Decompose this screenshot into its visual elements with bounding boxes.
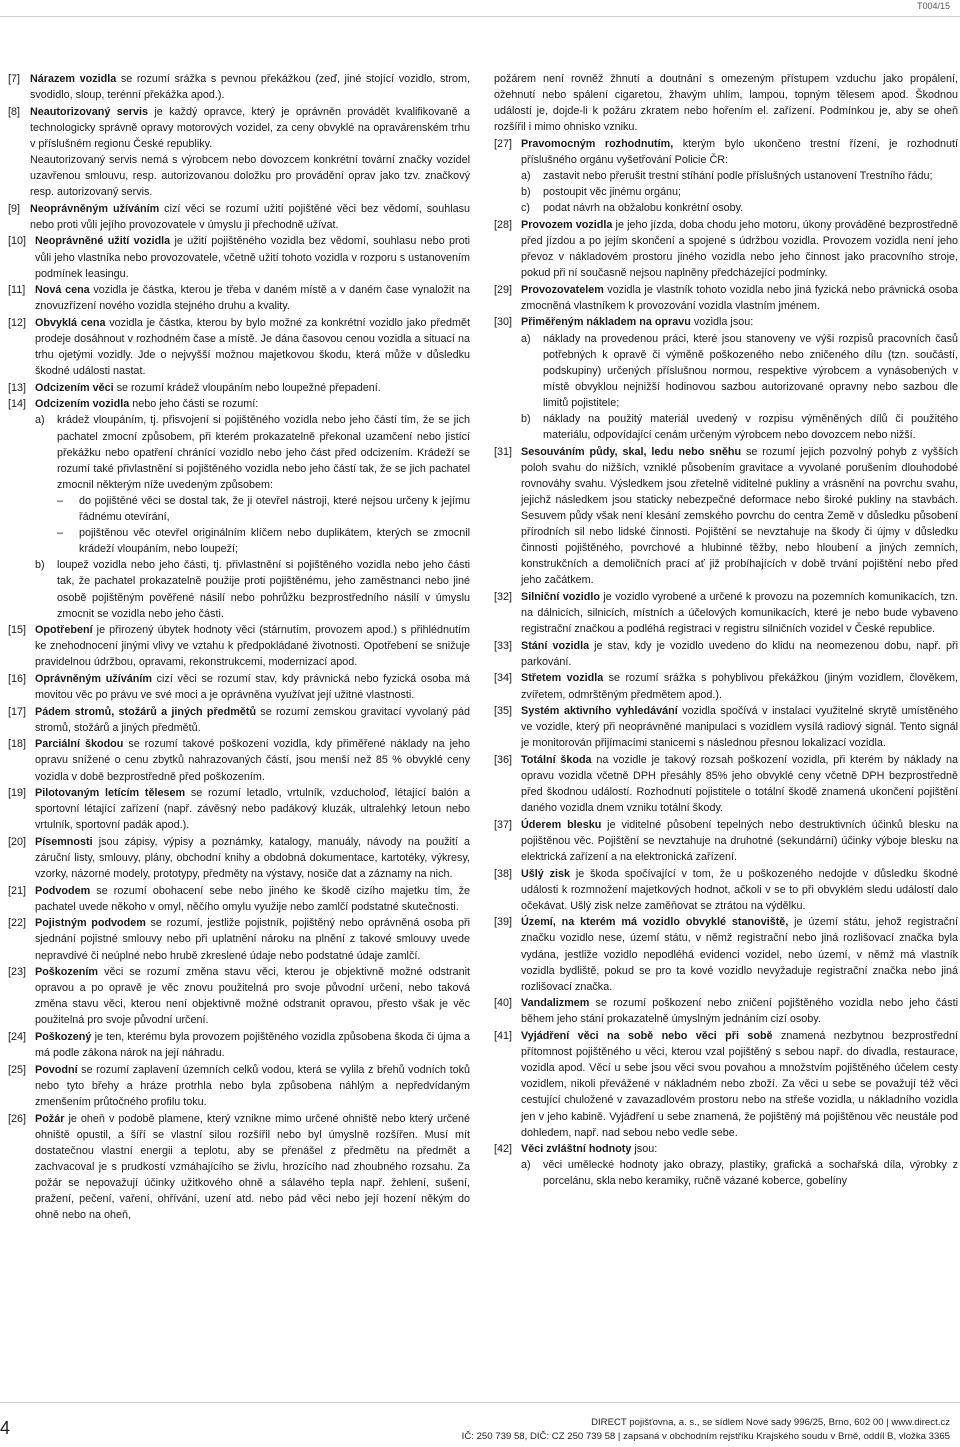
definition-item <box>8 104 470 201</box>
definition-text: je přirozený úbytek hodnoty věci (stárnutím, provozem apod.) s přihlédnutím ke znehodnocení jinými vlivy ve vztahu k předpokládané životnosti. Opotřebení se snižuje pravidelnou údržbou, opravami, rekonstrukcemi, modernizací apod. <box>35 624 470 669</box>
definition-number: [11] <box>8 284 26 297</box>
definition-subitem <box>521 331 958 411</box>
definition-term: Opotřebení <box>35 624 93 637</box>
subitem-marker: b) <box>35 559 45 572</box>
definition-term: Odcizením věci <box>35 381 114 394</box>
definition-number: [38] <box>494 867 513 880</box>
definition-item <box>494 589 958 637</box>
definition-text: se rozumí krádež vloupáním nebo loupežné přepadení. <box>113 381 381 394</box>
definition-number: [41] <box>494 1030 513 1043</box>
definition-item <box>494 314 958 443</box>
definition-item <box>494 752 958 816</box>
definition-term: Neoprávněné užití vozidla <box>35 235 171 248</box>
subitem-text: loupež vozidla nebo jeho části, tj. přivlastnění si pojištěného vozidla nebo jeho části tak, že pachatel prokazatelně použije proti pojištěnému, jeho zaměstnanci nebo jiné osobě pojištěným pověřené násilí nebo pohrůžku bezprostředního násilí v úmyslu zmocnit se vozidla nebo jeho části. <box>57 559 470 620</box>
definition-number: [7] <box>8 73 21 85</box>
definition-text: cizí věci se rozumí stav, kdy právnická nebo fyzická osoba má movitou věc po právu ve své moci a je oprávněna využívat její užitné vlastnosti. <box>35 672 471 702</box>
document-code: T004/15 <box>916 1 950 11</box>
definition-item <box>494 817 958 865</box>
definition-text: je každý opravce, který je oprávněn provádět kvalifikovaně a technologicky správně opravy motorových vozidel, za ceny obvyklé na opravárenském trhu v příslušném regionu České republiky. <box>30 105 470 150</box>
definition-item <box>8 883 470 915</box>
definition-item <box>8 1111 470 1224</box>
definition-subitem <box>521 168 958 184</box>
definition-term: Vyjádření věci na sobě nebo věci při sobě <box>521 1030 773 1043</box>
definition-item <box>494 1141 958 1189</box>
definition-item <box>494 71 958 135</box>
definition-number: [30] <box>494 316 513 329</box>
definition-term: Věci zvláštní hodnoty <box>521 1143 632 1156</box>
definition-term: Parciální škodou <box>35 738 124 751</box>
definition-term: Úderem blesku <box>521 818 602 831</box>
definition-number: [31] <box>494 445 513 458</box>
definition-item <box>494 282 958 314</box>
definition-number: [9] <box>8 202 21 215</box>
definition-text: vozidla je částka, kterou je třeba v daném místě a v daném čase vynaložit na znovuzřízení nového vozidla stejného druhu a kvality. <box>35 284 471 313</box>
definition-term: Pádem stromů, stožárů a jiných předmětů <box>35 705 257 718</box>
subitem-marker: a) <box>521 1159 531 1172</box>
definition-number: [28] <box>494 218 513 231</box>
definition-text: jsou zápisy, výpisy a poznámky, katalogy, manuály, návody na použití a záruční listy, smlouvy, plány, obchodní knihy a obdobná dokumentace, kartotéky, výkresy, vzorky, názorné modely, prototypy, předměty na výstavy, nosiče dat a záznamy na nich. <box>35 835 470 881</box>
definition-item <box>494 444 958 589</box>
definition-number: [14] <box>8 398 27 411</box>
definition-number: [33] <box>494 639 513 652</box>
definition-number: [16] <box>8 672 27 685</box>
header-divider <box>0 16 960 17</box>
definition-subsubitem <box>57 525 470 557</box>
definition-subsubitem <box>57 493 470 525</box>
definition-item <box>494 638 958 670</box>
definition-term: Písemnosti <box>35 835 93 848</box>
definition-term: Provozem vozidla <box>521 218 613 231</box>
footer-divider <box>0 1402 960 1403</box>
definition-subitem <box>521 200 958 216</box>
definition-term: Poškozený <box>35 1031 92 1044</box>
definition-text: je území státu, jehož registrační značku vozidlo nese, území státu, v němž registrační nebo jiná rozlišovací značka byla vydána, jestliže vozidlo nepodléhá evidenci vozidel, nebo území, v němž má vlastník vozidla bydliště, pokud se pro ta kové vozidlo nevyžaduje registrační značka nebo jiná rozlišovací značka. <box>521 916 958 993</box>
page-number: 4 <box>0 1418 11 1438</box>
definition-item <box>494 914 958 994</box>
definition-text: se rozumí zemskou gravitací vyvolaný pád stromů, stožárů a jiných předmětů. <box>35 705 470 734</box>
definition-number: [8] <box>8 105 21 118</box>
definition-term: Podvodem <box>35 884 91 897</box>
definition-text: je stav, kdy je vozidlo uvedeno do klidu na neomezenou dobu, např. při parkování. <box>521 639 958 668</box>
subitem-text: náklady na použitý materiál uvedený v rozpisu výměněných dílů či použitého materiálu, odpovídající cenám určeným výrobcem nebo dovozcem nebo nižší. <box>543 412 958 442</box>
definition-item <box>8 671 470 703</box>
definition-text: je vozidlo vyrobené a určené k provozu na pozemních komunikacích, tzn. na dálnicích, silnicích, místních a účelových komunikacích, které je nebo bude vybaveno registrační značkou a podléhá registraci v registru silničních vozidel v České republice. <box>521 591 958 636</box>
definition-text: se rozumí obohacení sebe nebo jiného ke škodě cizího majetku tím, že pachatel uvede někoho v omyl, něčího omylu využije nebo zamlčí podstatné skutečnosti. <box>35 884 470 913</box>
subitem-marker: c) <box>521 202 530 215</box>
definition-term: Stání vozidla <box>521 639 590 652</box>
definition-item <box>8 704 470 736</box>
definition-term: Střetem vozidla <box>521 672 604 685</box>
definition-text: je ten, kterému byla provozem pojištěného vozidla způsobena škoda či újma a má podle zákona nárok na její náhradu. <box>35 1031 470 1060</box>
right-column <box>494 71 958 1190</box>
definition-text: se rozumí takové poškození vozidla, kdy přiměřené náklady na jeho opravu snížené o cenu zbytků nahrazovaných částí, jsou menší než 85 % obvyklé ceny vozidla v době bezprostředně před poškozením. <box>35 738 470 783</box>
definition-item <box>494 866 958 914</box>
definition-term: Sesouváním půdy, skal, ledu nebo sněhu <box>521 445 742 458</box>
definition-item <box>8 964 470 1028</box>
footer-registration: IČ: 250 739 58, DIČ: CZ 250 739 58 | zapsaná v obchodním rejstříku Krajského soudu v Brně, oddíl B, vložka 3365 <box>461 1431 950 1442</box>
definition-text: vozidla jsou: <box>690 316 754 329</box>
definition-text: se rozumí jejich pozvolný pohyb z vyšších poloh svahu do nižších, vzniklé působením gravitace a vyvolané porušením dlouhodobé rovnováhy svahu. Výsledkem jsou zřetelně viditelné pukliny a vrásnění na povrchu svahu, jejichž následkem jsou staticky nebezpečné deformace nebo široké pukliny na stavbách. Sesuvem půdy však není klesání zemského povrchu do centra Země v důsledku působení přírodních sil nebo lidské činnosti. Pojištění se nevztahuje na škody či újmy v důsledku činnosti pojištěného, povrchové a hlubinné těžby, nebo hloubení a jiných zemních, konstrukčních a demoličních prací ať již probíhajících v době trvání pojištění nebo před jeho začátkem. <box>521 445 958 587</box>
definition-term: Přiměřeným nákladem na opravu <box>521 316 691 329</box>
footer-company-address: DIRECT pojišťovna, a. s., se sídlem Nové sady 996/25, Brno, 602 00 | www.direct.cz <box>591 1417 950 1428</box>
definition-text: je oheň v podobě plamene, který vznikne mimo určené ohniště nebo který určené ohniště opustil, a šíří se vlastní silou rozšířil nebo byl úmyslně rozšířen. Musí mít dostatečnou vlastní energii a teplotu, aby se přenášel z předmětu na předmět a zachvacoval je s prudkostí vzmáhajícího se živlu, hrozícího nad zhoubného rozsahu. Za požár se nepovažují účinky užitkového ohně a sálavého tepla např. žehlení, sušení, pražení, pečení, vaření, ohřívání, uzení atd. nebo pád věci nebo její hození někým do ohně nebo na oheň, <box>35 1112 470 1222</box>
definition-text: se rozumí letadlo, vrtulník, vzducholoď, létající balón a sportovní létající zařízení (např. závěsný nebo padákový kluzák, ultralehký letoun nebo vrtulník, sportovní padák apod.). <box>35 787 470 832</box>
definition-text: vozidla je vlastník tohoto vozidla nebo jiná fyzická nebo právnická osoba zmocněná vlastníkem k provozování vozidla vlastním jménem. <box>521 283 958 312</box>
definition-number: [26] <box>8 1112 27 1125</box>
subitem-marker: b) <box>521 186 531 199</box>
definition-item <box>8 622 470 670</box>
definition-number: [29] <box>494 283 513 296</box>
subitem-marker: a) <box>521 170 531 183</box>
subitem-marker: b) <box>521 412 531 425</box>
definition-number: [24] <box>8 1031 27 1044</box>
definition-item <box>8 396 470 621</box>
subitem-text: podat návrh na obžalobu konkrétní osoby. <box>543 202 744 215</box>
definition-text: vozidla spočívá v instalaci využitelné skrytě umístěného ve vozidle, který při neoprávněné manipulaci s vozidlem vysílá radiový signál. Tento signál je monitorován přijímacími stanicemi s následnou přesnou lokalizací vozidla. <box>521 705 958 750</box>
subitem-text: náklady na provedenou práci, které jsou stanoveny ve výši rozpisů pracovních časů potřebných k opravě či výměně poškozeného nebo zničeného dílu (tzn. součástí, podskupiny) určených příslušnou normou, respektive výrobcem a vynásobených v místě obvyklou nejnižší hodinovou sazbou autorizované opravny nebo sazbou dle limitů pojistitele; <box>543 332 958 409</box>
definition-number: [19] <box>8 787 27 800</box>
definition-term: Silniční vozidlo <box>521 591 600 603</box>
definition-term: Obvyklá cena <box>35 316 106 329</box>
definition-number: [21] <box>8 884 27 897</box>
definition-number: [42] <box>494 1143 513 1156</box>
definition-item <box>494 703 958 751</box>
definition-term: Odcizením vozidla <box>35 398 130 411</box>
subitem-marker: a) <box>35 414 45 427</box>
definition-term: Pravomocným rozhodnutím, <box>521 137 674 150</box>
definition-term: Požár <box>35 1112 65 1125</box>
subsubitem-text: do pojištěné věci se dostal tak, že ji otevřel nástroji, které nejsou určeny k jejímu řádnému otevírání, <box>79 494 470 524</box>
definition-text: jsou: <box>631 1143 658 1156</box>
definition-text: požárem není rovněž žhnutí a doutnání s omezeným přístupem vzduchu jako propálení, ožehnutí nebo spálení cigaretou, žhavým uhlím, lampou, topným tělesem apod. Škodnou událostí je, dojde-li k požáru zkratem nebo hořením el. zařízení. Podmínkou je, aby se oheň rozšířil i mimo ohnisko vzniku. <box>494 73 958 134</box>
definition-item <box>8 915 470 963</box>
subsubitem-marker: – <box>57 494 64 507</box>
definition-number: [40] <box>494 997 513 1010</box>
definition-item <box>494 1028 958 1141</box>
definition-number: [15] <box>8 624 27 637</box>
definition-text: se rozumí srážka s pohyblivou překážkou (jiným vozidlem, člověkem, zvířetem, odmrštěným předmětem apod.). <box>521 672 958 701</box>
definition-number: [22] <box>8 917 27 930</box>
definition-number: [27] <box>494 137 513 150</box>
definition-item <box>8 71 470 103</box>
definition-term: Poškozením <box>35 966 98 979</box>
definition-term: Neautorizovaný servis <box>30 105 148 118</box>
definition-term: Pojistným podvodem <box>35 917 146 930</box>
definition-item <box>8 233 470 281</box>
definition-text: nebo jeho části se rozumí: <box>129 398 259 411</box>
definition-number: [39] <box>494 916 513 929</box>
definition-item <box>8 282 470 314</box>
definition-subitem <box>521 184 958 200</box>
definition-number: [18] <box>8 738 27 751</box>
definition-subitem <box>521 1157 958 1189</box>
definition-text: se rozumí, jestliže pojistník, pojištěný nebo oprávněná osoba při sjednání pojistné smlouvy nebo při uplatnění nároku na plnění z takové smlouvy uvede nepravdivé či neúplné nebo hrubě zkreslené údaje nebo podstatné údaje zamlčí. <box>35 917 470 962</box>
definition-item <box>8 834 470 882</box>
definition-item <box>494 136 958 216</box>
definition-continuation: Neautorizovaný servis nemá s výrobcem nebo dovozcem konkrétní tovární značky vozidel uzavřenou smlouvu, resp. autorizovanou doložku pro provádění oprav jako tzv. značkový resp. autorizovaný servis. <box>30 153 470 199</box>
definition-number: [12] <box>8 316 27 329</box>
definition-term: Pilotovaným letícím tělesem <box>35 787 186 800</box>
definition-number: [36] <box>494 753 513 766</box>
definition-number: [37] <box>494 818 513 831</box>
definition-text: je škoda spočívající v tom, že u poškozeného nedojde v důsledku škodné události k rozmnožení majetkových hodnot, ačkoli v se to při obvyklém sledu událostí dalo očekávat. Ušlý zisk nelze zaměňovat se ztrátou na výdělku. <box>521 867 958 912</box>
definition-number: [34] <box>494 672 513 685</box>
subsubitem-text: pojištěnou věc otevřel originálním klíčem nebo duplikátem, kterých se zmocnil krádeží vloupáním, nebo loupeží; <box>79 527 470 556</box>
definition-item <box>494 670 958 702</box>
definition-subitem <box>521 411 958 443</box>
definition-term: Vandalizmem <box>521 997 590 1010</box>
definition-item <box>8 315 470 379</box>
definition-subitem <box>35 412 470 557</box>
definition-text: znamená nezbytnou bezprostřední přítomnost pojištěného u věci, kterou vzal pojištěný s sebou např. do divadla, restaurace, vozidla apod. Věcí u sebe jsou věci svou povahou a množstvím pojištěného účelem cesty vozidlem, nikoli převážené v nákladném nebo zboží. Za věci u sebe se považují též věci cestující chuložené v zavazadlovém prostoru nebo na střeše vozidla, u nákladního vozidla jen v jeho kabině. Vyjádření u sebe znamená, že pojištěný má pojištěnou věc neustále pod dohledem, např. nad sebou nebo vedle sebe. <box>521 1030 958 1139</box>
definition-item <box>8 201 470 233</box>
definition-number: [17] <box>8 705 27 718</box>
subitem-text: krádež vloupáním, tj. přisvojení si pojištěného vozidla nebo jeho částí tím, že se jich pachatel zmocní způsobem, při kterém prokazatelně překonal uzamčení nebo jistící překážku nebo opatření chránící vozidlo nebo jeho část před odcizením. Krádeží se rozumí také přivlastnění si pojištěného vozidla nebo jeho částí tak, že se jich pachatel zmocnil některým níže uvedeným způsobem: <box>57 414 470 491</box>
definition-term: Provozovatelem <box>521 283 604 296</box>
definition-text: se rozumí srážka s pevnou překážkou (zeď, jiné stojící vozidlo, strom, svodidlo, sloup, terénní překážka apod.). <box>30 73 470 102</box>
definition-term: Povodní <box>35 1063 78 1076</box>
left-column <box>8 71 470 1224</box>
definition-term: Nová cena <box>35 284 90 297</box>
definition-text: se rozumí zaplavení územních celků vodou, která se vylila z břehů vodních toků nebo tyto břehy a hráze protrhla nebo byla způsobena náhlým a nepředvídaným zmenšením průtočného profilu toku. <box>35 1063 470 1108</box>
definition-item <box>494 217 958 281</box>
definition-term: Systém aktivního vyhledávání <box>521 705 678 718</box>
definition-term: Ušlý zisk <box>521 867 571 880</box>
definition-item <box>494 995 958 1027</box>
definition-text: kterým bylo ukončeno trestní řízení, je rozhodnutí příslušného orgánu vyšetřování Policie ČR: <box>521 137 958 166</box>
subitem-text: zastavit nebo přerušit trestní stíhání podle příslušných ustanovení Trestního řádu; <box>543 170 933 183</box>
definition-number: [20] <box>8 835 27 848</box>
definition-text: se rozumí poškození nebo zničení pojištěného vozidla nebo jeho části během jeho stání prokazatelně úmyslným jednáním cizí osoby. <box>521 997 958 1026</box>
definition-item <box>8 380 470 396</box>
definition-text: je viditelné působení tepelných nebo destruktivních účinků blesku na pojištěnou věc. Pojištění se nevztahuje na druhotné (sekundární) účinky výboje blesku na elektrická zařízení a na elektronická zařízení. <box>521 818 958 863</box>
definition-number: [35] <box>494 705 513 718</box>
definition-text: je užití pojištěného vozidla bez vědomí, souhlasu nebo proti vůli jeho vlastníka nebo provozovatele, včetně užití tohoto vozidla v rozporu s ustanovením podmínek leasingu. <box>35 235 470 280</box>
definition-item <box>8 736 470 784</box>
definition-number: [23] <box>8 966 27 979</box>
definition-number: [32] <box>494 591 513 603</box>
definition-text: věci se rozumí změna stavu věci, kterou je objektivně možné odstranit opravou a po opravě je věc znovu použitelná pro svoje původní určení, nebo taková změna stavu věci, kterou není objektivně možné odstranit opravou, přesto však je věc použitelná pro svoje původní určení. <box>35 966 470 1027</box>
definition-number: [13] <box>8 381 27 394</box>
definition-subitem <box>35 557 470 621</box>
subitem-marker: a) <box>521 332 531 345</box>
definition-text: cizí věci se rozumí užití pojištěné věci bez vědomí, souhlasu nebo proti vůli jejího provozovatele v úmyslu ji přechodně užívat. <box>30 202 471 231</box>
definition-number: [25] <box>8 1063 27 1076</box>
definition-term: Nárazem vozidla <box>30 73 117 85</box>
definition-term: Totální škoda <box>521 753 592 766</box>
subitem-text: věci umělecké hodnoty jako obrazy, plastiky, grafická a sochařská díla, výrobky z porcelánu, skla nebo keramiky, ručně vázané koberce, gobelíny <box>543 1159 958 1188</box>
definition-item <box>8 1062 470 1110</box>
definition-term: Neoprávněným užíváním <box>30 202 160 215</box>
definition-item <box>8 785 470 833</box>
subsubitem-marker: – <box>57 527 64 540</box>
definition-term: Oprávněným užíváním <box>35 672 152 685</box>
subitem-text: postoupit věc jinému orgánu; <box>543 186 682 199</box>
definition-term: Území, na kterém má vozidlo obvyklé stanoviště, <box>521 916 789 929</box>
definition-item <box>8 1029 470 1061</box>
definition-text: na vozidle je takový rozsah poškození vozidla, při kterém by náklady na opravu vozidla včetně DPH přesáhly 85% jeho obvyklé ceny včetně DPH bezprostředně před škodnou událostí. Rozhodnutí pojistitele o totální škodě znamená ukončení pojištění daného vozidla dnem vzniku totální škody. <box>521 753 958 815</box>
definition-number: [10] <box>8 235 27 248</box>
definition-text: je jeho jízda, doba chodu jeho motoru, úkony prováděné bezprostředně před jízdou a po jejím skončení a spojené s údržbou vozidla. Provozem vozidla není jeho převoz v nákladovém prostoru jiného vozidla nebo jeho činnost jako pracovního stroje, pokud při ní současně nejsou naplněny předcházející podmínky. <box>521 218 959 280</box>
definition-text: vozidla je částka, kterou by bylo možné za konkrétní vozidlo jako předmět prodeje dosáhnout v rozhodném čase a místě. Je dána časovou cenou vozidla a situací na trhu ojetými vozidly. Jde o nejvyšší možnou majetkovou škodu, která může v důsledku škodné události nastat. <box>35 316 470 378</box>
